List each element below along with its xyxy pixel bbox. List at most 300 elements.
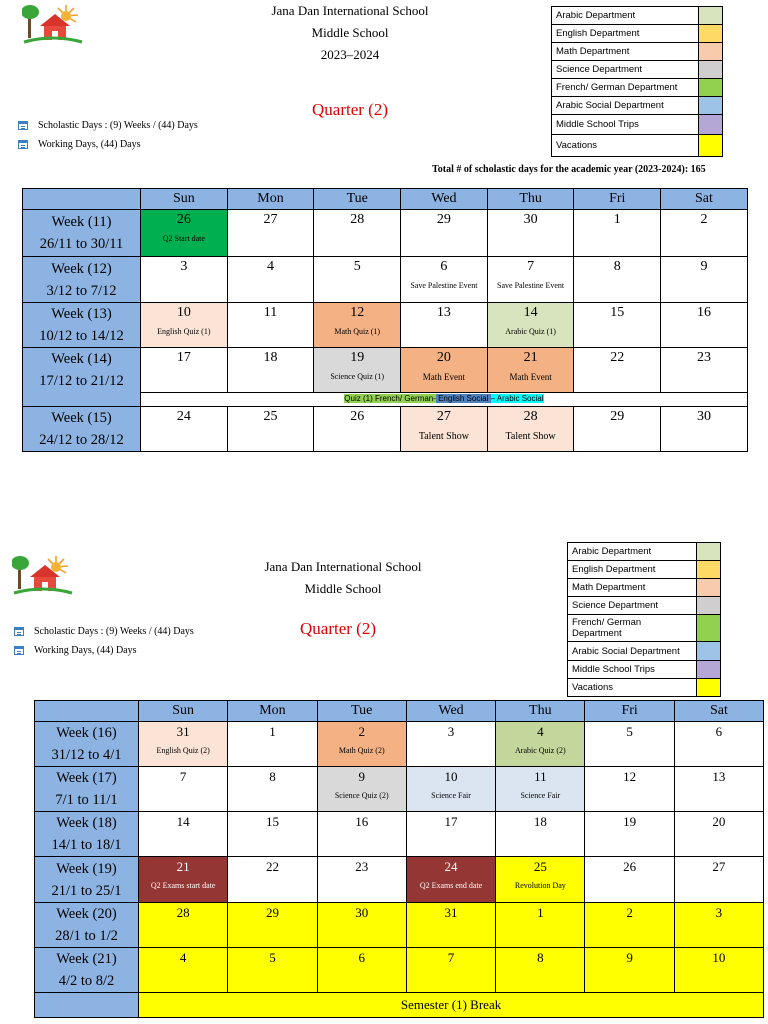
day-cell: [139, 857, 228, 903]
week-number: Week (16): [56, 725, 117, 741]
weekday-header: Sat: [674, 701, 763, 722]
legend-swatch: [697, 579, 721, 597]
day-event: Math Quiz (2): [338, 746, 385, 755]
legend-row: [552, 115, 723, 135]
day-event: Science Quiz (2): [334, 791, 389, 800]
legend-row: [568, 561, 721, 579]
day-event: Math Event: [422, 372, 466, 382]
legend-swatch: [699, 43, 723, 61]
day-event: Talent Show: [418, 431, 469, 442]
week-row: [23, 210, 748, 257]
day-cell: [227, 210, 314, 257]
day-cell: [661, 210, 748, 257]
weekday-header: Sun: [141, 189, 228, 210]
scholastic-days-line: [18, 120, 198, 131]
day-event: Save Palestine Event: [497, 281, 565, 290]
weekday-header: Thu: [487, 189, 574, 210]
day-cell: [314, 303, 401, 348]
week-number: Week (12): [51, 260, 112, 277]
day-cell: [487, 407, 574, 452]
week-number: Week (15): [51, 410, 112, 426]
day-cell: [141, 407, 228, 452]
week-number: Week (13): [51, 306, 112, 322]
day-number: 22: [610, 350, 625, 365]
day-number: 15: [610, 305, 625, 320]
week-row: [35, 767, 764, 812]
day-cell: [227, 257, 314, 303]
day-number: 19: [350, 350, 365, 365]
day-cell: [314, 348, 401, 393]
day-number: 21: [176, 859, 190, 874]
weekday-header: Wed: [401, 189, 488, 210]
day-cell: [406, 722, 495, 767]
day-cell: [487, 257, 574, 303]
week-range: 31/12 to 4/1: [51, 747, 122, 763]
day-number: 23: [355, 859, 369, 874]
day-cell: [574, 407, 661, 452]
day-event: Q2 Start date: [162, 234, 205, 243]
day-cell: [496, 857, 585, 903]
legend-swatch: [697, 642, 721, 661]
legend-row: [568, 597, 721, 615]
day-event: Math Quiz (1): [334, 327, 381, 336]
day-number: 28: [350, 212, 365, 227]
day-event: Revolution Day: [514, 881, 566, 890]
legend-swatch: [699, 61, 723, 79]
day-number: 2: [358, 724, 365, 739]
legend-row: [568, 642, 721, 661]
day-cell: [401, 210, 488, 257]
legend-row: [568, 661, 721, 679]
calendar-icon: [18, 140, 28, 149]
day-cell: [139, 812, 228, 857]
day-cell: [574, 348, 661, 393]
day-cell: [585, 857, 674, 903]
day-number: 5: [353, 259, 361, 274]
day-number: 27: [436, 409, 451, 424]
legend-row: [568, 543, 721, 561]
working-days-line: [14, 645, 137, 656]
day-cell: [141, 303, 228, 348]
week-label-cell: [35, 903, 139, 948]
day-number: 9: [626, 950, 633, 965]
week-range: 7/1 to 11/1: [55, 792, 118, 808]
week-label-cell: [23, 257, 141, 303]
week-number: Week (19): [56, 860, 117, 877]
day-number: 29: [436, 212, 451, 227]
day-event: Q2 Exams end date: [419, 881, 483, 890]
day-cell: [406, 903, 495, 948]
legend-row: [552, 79, 723, 97]
week-row: [23, 348, 748, 393]
school-logo-icon: [22, 2, 84, 48]
week-row: [35, 857, 764, 903]
legend-label: Science Department: [568, 597, 697, 615]
day-cell: [674, 948, 763, 993]
week-range: 26/11 to 30/11: [39, 236, 124, 252]
day-number: 24: [444, 859, 458, 874]
day-cell: [141, 210, 228, 257]
day-cell: [487, 303, 574, 348]
legend-row: [568, 579, 721, 597]
weekday-header: Fri: [585, 701, 674, 722]
school-name: Jana Dan International School: [264, 559, 422, 574]
working-days-text: Working Days, (44) Days: [34, 645, 137, 656]
day-cell: [314, 210, 401, 257]
day-number: 8: [537, 950, 544, 965]
day-event: English Quiz (2): [156, 746, 210, 755]
legend-swatch: [697, 661, 721, 679]
day-number: 26: [623, 859, 637, 874]
week-number: Week (20): [56, 906, 117, 922]
total-scholastic-days: Total # of scholastic days for the academic year (2023-2024): 165: [432, 164, 706, 175]
day-cell: [227, 303, 314, 348]
weekday-header: Sun: [139, 701, 228, 722]
day-cell: [317, 767, 406, 812]
legend-swatch: [699, 135, 723, 157]
day-number: 2: [700, 212, 708, 227]
week-label-cell: [23, 407, 141, 452]
week-range: 10/12 to 14/12: [39, 328, 124, 344]
day-number: 15: [265, 814, 279, 829]
day-cell: [585, 767, 674, 812]
day-cell: [674, 903, 763, 948]
corner-cell: [23, 189, 141, 210]
day-event: Talent Show: [505, 431, 556, 442]
day-number: 20: [436, 350, 451, 365]
day-cell: [496, 903, 585, 948]
legend-swatch: [699, 7, 723, 25]
legend-row: [568, 679, 721, 697]
day-cell: [406, 948, 495, 993]
day-cell: [228, 857, 317, 903]
legend-label: Arabic Department: [552, 7, 699, 25]
break-week-cell: [35, 993, 139, 1018]
day-number: 16: [355, 814, 369, 829]
day-cell: [139, 767, 228, 812]
day-cell: [139, 903, 228, 948]
weekday-header: Mon: [227, 189, 314, 210]
week-label-cell: [35, 857, 139, 903]
day-cell: [401, 303, 488, 348]
day-cell: [227, 348, 314, 393]
calendar-icon: [14, 646, 24, 655]
day-cell: [585, 903, 674, 948]
day-cell: [661, 303, 748, 348]
day-cell: [585, 812, 674, 857]
day-number: 4: [179, 950, 187, 965]
weekday-header: Thu: [496, 701, 585, 722]
day-number: 3: [447, 724, 455, 739]
legend-label: Vacations: [568, 679, 697, 697]
day-number: 10: [176, 305, 191, 320]
day-number: 9: [358, 769, 365, 784]
department-legend: [567, 542, 721, 697]
day-event: Science Quiz (1): [330, 372, 385, 381]
scholastic-days-text: Scholastic Days : (9) Weeks / (44) Days: [38, 120, 198, 131]
calendar-icon: [18, 121, 28, 130]
day-number: 14: [523, 305, 538, 320]
day-number: 19: [623, 814, 637, 829]
day-cell: [496, 767, 585, 812]
legend-swatch: [697, 561, 721, 579]
day-cell: [228, 812, 317, 857]
week-range: 28/1 to 1/2: [55, 928, 118, 944]
week-label-cell: [35, 812, 139, 857]
legend-row: [568, 615, 721, 642]
day-number: 12: [350, 305, 365, 320]
legend-swatch: [699, 97, 723, 115]
day-number: 21: [523, 350, 538, 365]
week-range: 17/12 to 21/12: [39, 373, 124, 390]
week-label-cell: [35, 767, 139, 812]
day-cell: [401, 407, 488, 452]
legend-label: Science Department: [552, 61, 699, 79]
day-number: 9: [700, 259, 708, 274]
day-number: 8: [269, 769, 276, 784]
legend-row: [552, 25, 723, 43]
weekday-header: Wed: [406, 701, 495, 722]
legend-swatch: [697, 543, 721, 561]
legend-row: [552, 61, 723, 79]
day-cell: [401, 257, 488, 303]
day-number: 1: [613, 212, 621, 227]
day-cell: [314, 257, 401, 303]
day-number: 17: [176, 350, 191, 365]
day-number: 8: [613, 259, 621, 274]
quarter-calendar-1: [22, 188, 748, 452]
legend-label: French/ German Department: [552, 79, 699, 97]
day-number: 18: [533, 814, 547, 829]
day-cell: [661, 257, 748, 303]
day-event: Science Fair: [520, 791, 561, 800]
day-number: 10: [712, 950, 726, 965]
week-row: [35, 812, 764, 857]
day-cell: [228, 903, 317, 948]
week-range: 14/1 to 18/1: [51, 837, 122, 853]
academic-year: 2023–2024: [320, 47, 380, 62]
legend-swatch: [699, 79, 723, 97]
day-cell: [139, 948, 228, 993]
legend-label: Middle School Trips: [568, 661, 697, 679]
semester-break-row: [35, 993, 764, 1018]
working-days-text: Working Days, (44) Days: [38, 139, 141, 150]
legend-label: Vacations: [552, 135, 699, 157]
weekday-header: Sat: [661, 189, 748, 210]
day-number: 16: [696, 305, 711, 320]
week-number: Week (18): [56, 815, 117, 831]
weekday-header: Tue: [317, 701, 406, 722]
legend-label: Math Department: [568, 579, 697, 597]
semester-break-label: Semester (1) Break: [139, 993, 764, 1018]
day-cell: [228, 948, 317, 993]
day-cell: [317, 722, 406, 767]
quiz-strip: [141, 393, 748, 407]
legend-row: [552, 43, 723, 61]
day-cell: [141, 348, 228, 393]
school-logo: [12, 553, 74, 604]
day-number: 29: [265, 905, 279, 920]
division-name: Middle School: [304, 581, 382, 596]
quiz-strip-segment: English Social: [435, 394, 491, 403]
week-row: [35, 948, 764, 993]
day-number: 28: [176, 905, 190, 920]
day-cell: [574, 210, 661, 257]
legend-row: [552, 7, 723, 25]
day-number: 30: [523, 212, 538, 227]
week-row: [23, 257, 748, 303]
quiz-strip-segment: Quiz (1) French/ German-: [344, 394, 436, 403]
school-name: Jana Dan International School: [271, 3, 429, 18]
week-label-cell: [23, 348, 141, 393]
day-cell: [674, 857, 763, 903]
day-number: 17: [444, 814, 458, 829]
division-name: Middle School: [311, 25, 389, 40]
working-days-line: [18, 139, 141, 150]
day-number: 14: [176, 814, 190, 829]
legend-swatch: [699, 25, 723, 43]
day-number: 27: [712, 859, 726, 874]
day-number: 29: [610, 409, 625, 424]
quarter-title: Quarter (2): [312, 100, 388, 119]
day-number: 23: [696, 350, 711, 365]
day-number: 3: [180, 259, 188, 274]
day-number: 3: [715, 905, 723, 920]
day-cell: [406, 812, 495, 857]
quiz-strip-row: [23, 393, 748, 407]
day-cell: [661, 348, 748, 393]
weekday-header: Fri: [574, 189, 661, 210]
week-label-cell: [23, 210, 141, 257]
day-number: 27: [263, 212, 278, 227]
day-number: 30: [696, 409, 711, 424]
day-number: 30: [355, 905, 369, 920]
day-number: 31: [176, 724, 190, 739]
week-range: 3/12 to 7/12: [46, 282, 117, 299]
scholastic-days-text: Scholastic Days : (9) Weeks / (44) Days: [34, 626, 194, 637]
day-cell: [227, 407, 314, 452]
day-cell: [496, 948, 585, 993]
day-number: 11: [263, 305, 278, 320]
day-cell: [317, 903, 406, 948]
day-cell: [496, 722, 585, 767]
day-cell: [317, 948, 406, 993]
day-number: 18: [263, 350, 278, 365]
day-number: 7: [179, 769, 187, 784]
calendar-icon: [14, 627, 24, 636]
day-number: 11: [534, 769, 547, 784]
day-cell: [574, 257, 661, 303]
school-logo: [22, 2, 84, 53]
week-row: [35, 903, 764, 948]
legend-label: Middle School Trips: [552, 115, 699, 135]
weekday-header: Mon: [228, 701, 317, 722]
day-cell: [487, 348, 574, 393]
day-cell: [314, 407, 401, 452]
school-logo-icon: [12, 553, 74, 599]
day-number: 4: [537, 724, 544, 739]
day-number: 28: [523, 409, 538, 424]
day-cell: [228, 722, 317, 767]
day-cell: [317, 857, 406, 903]
week-label-cell: [35, 948, 139, 993]
week-number: Week (21): [56, 951, 117, 967]
day-cell: [585, 948, 674, 993]
day-cell: [674, 767, 763, 812]
quarter-title: Quarter (2): [300, 619, 376, 638]
day-cell: [674, 812, 763, 857]
week-label-cell: [23, 303, 141, 348]
day-cell: [317, 812, 406, 857]
legend-label: English Department: [568, 561, 697, 579]
day-cell: [674, 722, 763, 767]
legend-label: Arabic Social Department: [552, 97, 699, 115]
day-number: 4: [267, 259, 275, 274]
legend-label: Arabic Department: [568, 543, 697, 561]
day-number: 5: [269, 950, 276, 965]
day-event: Math Event: [509, 372, 552, 382]
day-cell: [228, 767, 317, 812]
scholastic-days-line: [14, 626, 194, 637]
day-cell: [574, 303, 661, 348]
corner-cell: [35, 701, 139, 722]
day-number: 5: [626, 724, 633, 739]
day-number: 26: [176, 212, 191, 227]
day-number: 12: [623, 769, 637, 784]
day-number: 24: [176, 409, 191, 424]
week-number: Week (11): [51, 214, 112, 230]
week-row: [23, 407, 748, 452]
day-number: 1: [269, 724, 276, 739]
legend-label: French/ German Department: [568, 615, 697, 642]
day-cell: [406, 767, 495, 812]
day-number: 6: [358, 950, 365, 965]
day-cell: [487, 210, 574, 257]
day-number: 2: [626, 905, 633, 920]
strip-week-cell: [23, 393, 141, 407]
day-event: Save Palestine Event: [410, 281, 478, 290]
day-event: Arabic Quiz (1): [505, 327, 556, 336]
day-event: Q2 Exams start date: [150, 881, 216, 890]
legend-swatch: [699, 115, 723, 135]
day-number: 25: [533, 859, 547, 874]
day-cell: [585, 722, 674, 767]
week-row: [23, 303, 748, 348]
day-cell: [141, 257, 228, 303]
day-number: 10: [444, 769, 458, 784]
day-number: 1: [537, 905, 544, 920]
day-number: 31: [444, 905, 458, 920]
legend-row: [552, 97, 723, 115]
legend-swatch: [697, 615, 721, 642]
department-legend: [551, 6, 723, 157]
day-event: Arabic Quiz (2): [515, 746, 566, 755]
legend-label: English Department: [552, 25, 699, 43]
day-cell: [406, 857, 495, 903]
day-number: 13: [436, 305, 451, 320]
day-cell: [401, 348, 488, 393]
legend-label: Arabic Social Department: [568, 642, 697, 661]
day-cell: [661, 407, 748, 452]
legend-swatch: [697, 679, 721, 697]
day-number: 7: [527, 259, 535, 274]
legend-row: [552, 135, 723, 157]
week-number: Week (17): [56, 770, 117, 786]
legend-swatch: [697, 597, 721, 615]
day-number: 6: [715, 724, 723, 739]
day-number: 6: [440, 259, 448, 274]
week-range: 21/1 to 25/1: [51, 882, 122, 899]
